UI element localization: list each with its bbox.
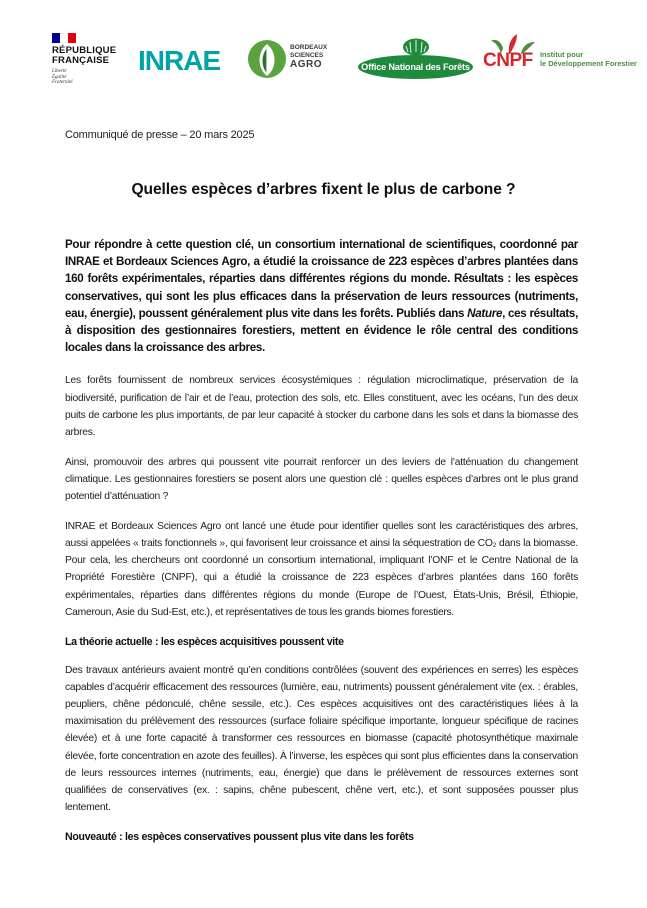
logo-band [0,0,647,100]
paragraph-study-description: INRAE et Bordeaux Sciences Agro ont lancé une étude pour identifier quelles sont les caractéristiques des arbres, aussi appelées « traits fonctionnels », qui favorisent leur croissance et ainsi la séquestration de CO₂ dans la biomasse. Pour cela, les chercheurs ont coordonné un consortium international, impliquant l’ONF et le Centre National de la Propriété Forestière (CNPF), qui a étudié la croissance de 223 espèces d’arbres plantées dans 160 forêts expérimentales, réparties dans différentes régions du monde (Europe de l’Ouest, États-Unis, Brésil, Éthiopie, Cameroun, Asie du Sud-Est, etc.), et représentatives de tous les grands biomes forestiers. [65,520,578,618]
press-release-dateline: Communiqué de presse – 20 mars 2025 [65,129,255,141]
journal-name: Nature [467,306,503,320]
onf-logo [358,38,475,82]
inrae-logo: INRAE [138,45,221,76]
paragraph-ecosystem-services: Les forêts fournissent de nombreux services écosystémiques : régulation microclimatique, préservation de la biodiversité, purification de l’air et de l’eau, protection des sols, etc. Elles constituent, avec les océans, l’un des deux puits de carbone les plus importants, de par leur capacité à stocker du carbone dans les sols et dans la biomasse des arbres. [65,375,578,439]
section-heading-novelty: Nouveauté : les espèces conservatives poussent plus vite dans les forêts [65,830,414,843]
onf-badge [358,55,473,79]
republique-francaise-title: RÉPUBLIQUE FRANÇAISE [52,45,117,66]
bsa-line1: BORDEAUX SCIENCES [290,44,328,59]
republique-francaise-motto: Liberté Égalité Fraternité [52,69,73,86]
bsa-line2: AGRO [290,59,322,70]
page-title: Quelles espèces d’arbres fixent le plus de carbone ? [131,181,516,198]
paragraph-mitigation-question: Ainsi, promouvoir des arbres qui poussent vite pourrait renforcer un des leviers de l’atténuation du changement climatique. Les gestionnaires forestiers se posent alors une question clé : quelles espèces d’arbres ont le plus grand potentiel d’atténuation ? [65,456,578,503]
lead-paragraph [65,236,578,356]
french-flag-icon [52,33,76,43]
leaf-icon [247,38,287,80]
cnpf-subtitle: Institut pour le Développement Forestier [540,50,637,68]
lead-text-before: Pour répondre à cette question clé, un consortium international de scientifiques, coordonné par INRAE et Bordeaux Sciences Agro, a étudié la croissance de 223 espèces d’arbres plantées dans 160 forêts expérimentales, réparties dans différentes régions du monde. Résultats : les espèces conservatives, qui sont les plus efficaces dans la préservation de leurs ressources (nutriments, eau, énergie), poussent généralement plus vite dans les forêts. Publiés dans [65,238,578,320]
cnpf-logo [483,32,647,82]
onf-name: Office National des Forêts [361,62,470,72]
bordeaux-sciences-agro-name [290,44,327,70]
bordeaux-sciences-agro-logo [247,38,347,82]
paragraph-current-theory: Des travaux antérieurs avaient montré qu’en conditions contrôlées (souvent des expériences en serres) les espèces capables d’acquérir efficacement des ressources (lumière, eau, nutriments) poussent généralement vite (ex. : érables, peupliers, chêne pédonculé, chêne sessile, etc.). Ces espèces acquisitives ont des caractéristiques liées à la maximisation du prélèvement des ressources (surface foliaire spécifique importante, longueur spécifique de racines élevée) et à une forte capacité à transformer ces ressources en biomasse (capacité photosynthétique maximale élevée, forte concentration en azote des feuilles). À l’inverse, les espèces qui sont plus efficientes dans la conservation de leurs ressources internes (nutriments, eau, énergie) que dans le prélèvement de ressources externes sont qualifiées de conservatives (ex. : sapins, chêne pubescent, chêne vert, etc.), et sont supposées pousser plus lentement. [65,664,578,814]
cnpf-acronym: CNPF [483,50,533,71]
section-heading-current-theory: La théorie actuelle : les espèces acquisitives poussent vite [65,635,344,648]
republique-francaise-logo [52,33,122,86]
lead-text-after: , ces résultats, à disposition des gestionnaires forestiers, mettent en évidence le rôle central des conditions locales dans la croissance des arbres. [65,306,578,355]
article-body [65,236,578,857]
